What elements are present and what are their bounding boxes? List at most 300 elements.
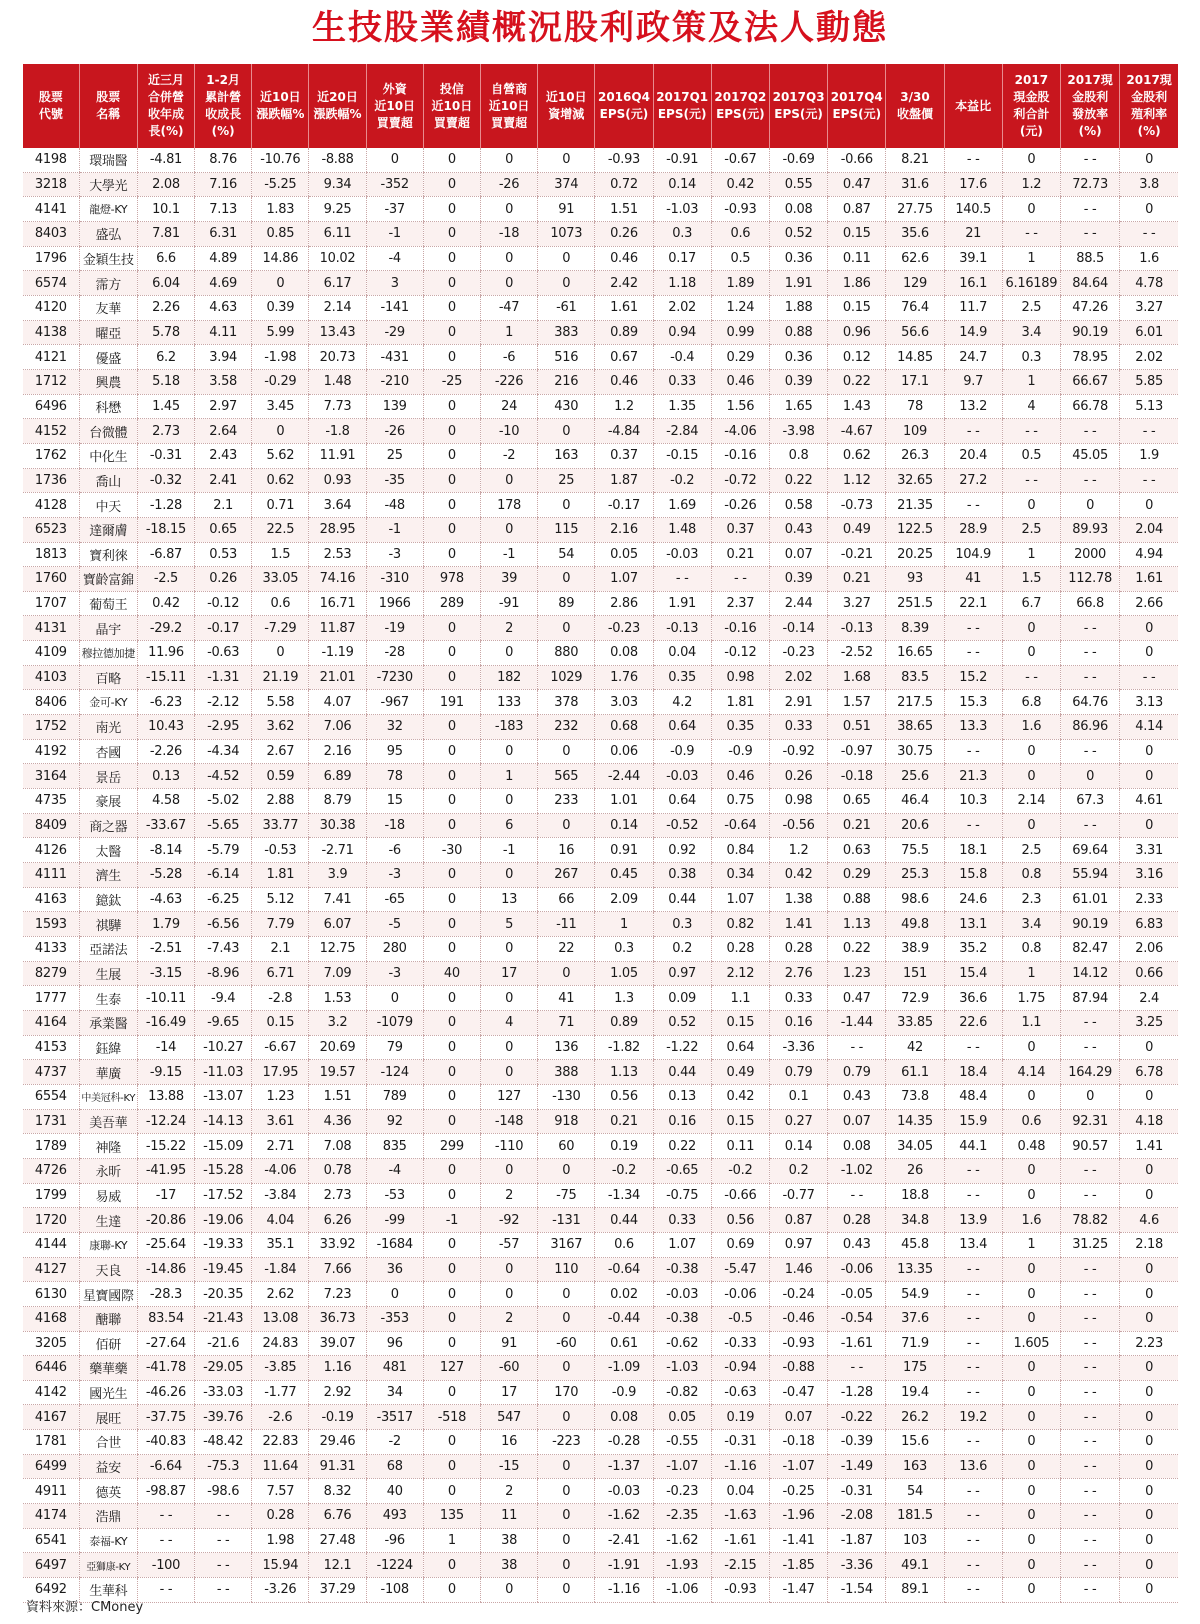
stock-name-cell: 優盛 <box>79 345 137 370</box>
table-cell: 0.39 <box>252 295 309 320</box>
column-header: 2017Q2 EPS(元) <box>711 64 769 148</box>
table-cell: 15.6 <box>886 1430 944 1455</box>
table-cell: 0.15 <box>711 1109 769 1134</box>
table-cell: - - <box>1060 1380 1119 1405</box>
table-cell: 0 <box>423 197 480 222</box>
table-row <box>23 1282 1178 1307</box>
table-cell: 90.57 <box>1060 1134 1119 1159</box>
stock-code-cell: 4121 <box>23 345 79 370</box>
stock-name-cell: 友華 <box>79 295 137 320</box>
table-cell: 0.79 <box>769 1060 827 1085</box>
table-cell: 0.28 <box>711 937 769 962</box>
table-cell: -1.62 <box>595 1504 653 1529</box>
table-cell: 135 <box>423 1504 480 1529</box>
stock-name-cell: 康聯-KY <box>79 1232 137 1257</box>
table-cell: -2.6 <box>252 1405 309 1430</box>
table-cell: 0.15 <box>711 1010 769 1035</box>
table-cell: 2.53 <box>309 542 366 567</box>
table-cell: 104.9 <box>944 542 1002 567</box>
table-cell: 0 <box>480 517 537 542</box>
table-cell: 2.4 <box>1120 986 1178 1011</box>
table-cell: -9.15 <box>137 1060 194 1085</box>
table-cell: 21 <box>944 221 1002 246</box>
table-cell: -1.96 <box>769 1504 827 1529</box>
table-cell: -0.2 <box>595 1158 653 1183</box>
table-cell: 19.2 <box>944 1405 1002 1430</box>
table-cell: 0.05 <box>595 542 653 567</box>
table-cell: 0 <box>480 789 537 814</box>
table-cell: 565 <box>538 764 595 789</box>
table-cell: 6.71 <box>252 961 309 986</box>
table-row <box>23 394 1178 419</box>
table-cell: - - <box>944 493 1002 518</box>
table-cell: 0 <box>1002 493 1060 518</box>
table-cell: -33.03 <box>195 1380 252 1405</box>
table-cell: -26 <box>480 172 537 197</box>
table-cell: -12.24 <box>137 1109 194 1134</box>
table-cell: 2.02 <box>769 665 827 690</box>
table-row <box>23 1479 1178 1504</box>
table-cell: -14 <box>137 1035 194 1060</box>
table-cell: 0 <box>538 1356 595 1381</box>
table-cell: 0.47 <box>828 986 886 1011</box>
table-cell: 6 <box>480 813 537 838</box>
table-cell: -35 <box>366 468 423 493</box>
stock-name-cell: 霈方 <box>79 271 137 296</box>
table-cell: -57 <box>480 1232 537 1257</box>
table-cell: -91 <box>480 591 537 616</box>
table-cell: 16.65 <box>886 641 944 666</box>
table-cell: 20.73 <box>309 345 366 370</box>
table-header-row <box>23 64 1178 148</box>
table-cell: 22.1 <box>944 591 1002 616</box>
table-cell: -431 <box>366 345 423 370</box>
table-cell: 0.19 <box>595 1134 653 1159</box>
table-cell: 0.88 <box>828 887 886 912</box>
table-cell: -0.5 <box>711 1306 769 1331</box>
table-cell: -0.21 <box>828 542 886 567</box>
table-cell: 0.62 <box>828 443 886 468</box>
table-cell: 0.14 <box>769 1134 827 1159</box>
table-cell: 0.48 <box>1002 1134 1060 1159</box>
table-cell: 89.1 <box>886 1578 944 1603</box>
table-cell: -5.79 <box>195 838 252 863</box>
table-cell: 388 <box>538 1060 595 1085</box>
table-cell: 8.32 <box>309 1479 366 1504</box>
table-cell: 4.6 <box>1120 1208 1178 1233</box>
table-cell: -183 <box>480 715 537 740</box>
table-cell: -1 <box>480 542 537 567</box>
table-cell: -4.06 <box>252 1158 309 1183</box>
table-cell: - - <box>1060 1504 1119 1529</box>
table-cell: 1.41 <box>1120 1134 1178 1159</box>
table-cell: 0.04 <box>653 641 711 666</box>
table-cell: 3167 <box>538 1232 595 1257</box>
table-cell: 1.75 <box>1002 986 1060 1011</box>
table-cell: 0.02 <box>595 1282 653 1307</box>
table-cell: 4.58 <box>137 789 194 814</box>
table-cell: 0 <box>1002 1454 1060 1479</box>
table-cell: -0.67 <box>711 148 769 172</box>
table-cell: 0 <box>423 912 480 937</box>
table-cell: 178 <box>480 493 537 518</box>
table-cell: -6 <box>480 345 537 370</box>
table-cell: 0 <box>1120 1356 1178 1381</box>
table-cell: 3.4 <box>1002 320 1060 345</box>
table-cell: -1.02 <box>828 1158 886 1183</box>
stock-code-cell: 1736 <box>23 468 79 493</box>
table-row <box>23 1405 1178 1430</box>
table-cell: 1.86 <box>828 271 886 296</box>
table-cell: -6.67 <box>252 1035 309 1060</box>
table-cell: - - <box>1060 1306 1119 1331</box>
table-cell: 45.05 <box>1060 443 1119 468</box>
table-cell: -0.22 <box>828 1405 886 1430</box>
table-cell: -5 <box>366 912 423 937</box>
table-cell: 18.4 <box>944 1060 1002 1085</box>
table-cell: -3.26 <box>252 1578 309 1603</box>
table-cell: - - <box>828 1035 886 1060</box>
table-cell: 0.91 <box>595 838 653 863</box>
table-cell: -0.23 <box>653 1479 711 1504</box>
table-cell: -37.75 <box>137 1405 194 1430</box>
table-cell: 0.29 <box>828 863 886 888</box>
stock-code-cell: 4127 <box>23 1257 79 1282</box>
table-cell: -4.63 <box>137 887 194 912</box>
table-cell: 0 <box>423 1479 480 1504</box>
table-cell: 87.94 <box>1060 986 1119 1011</box>
table-cell: - - <box>1060 1158 1119 1183</box>
table-cell: -5.25 <box>252 172 309 197</box>
table-row <box>23 1553 1178 1578</box>
table-cell: -0.29 <box>252 369 309 394</box>
table-cell: -16.49 <box>137 1010 194 1035</box>
table-cell: -100 <box>137 1553 194 1578</box>
table-cell: -1.28 <box>828 1380 886 1405</box>
table-cell: 2.33 <box>1120 887 1178 912</box>
stock-code-cell: 8403 <box>23 221 79 246</box>
table-cell: 89 <box>538 591 595 616</box>
table-cell: 0 <box>1120 1405 1178 1430</box>
table-cell: 0.43 <box>769 517 827 542</box>
column-header: 近三月 合併營 收年成 長(%) <box>137 64 194 148</box>
table-cell: 0.09 <box>653 986 711 1011</box>
stock-name-cell: 盛弘 <box>79 221 137 246</box>
table-cell: -0.55 <box>653 1430 711 1455</box>
table-cell: 0 <box>1002 1430 1060 1455</box>
table-cell: - - <box>1060 1282 1119 1307</box>
table-cell: 68 <box>366 1454 423 1479</box>
table-cell: 0 <box>1120 1282 1178 1307</box>
table-cell: -0.93 <box>595 148 653 172</box>
table-cell: -5.47 <box>711 1257 769 1282</box>
stock-code-cell: 6554 <box>23 1084 79 1109</box>
table-row <box>23 1060 1178 1085</box>
table-cell: 1.87 <box>595 468 653 493</box>
table-cell: 1.605 <box>1002 1331 1060 1356</box>
table-cell: -2.12 <box>195 690 252 715</box>
stock-code-cell: 8279 <box>23 961 79 986</box>
table-cell: - - <box>944 1257 1002 1282</box>
table-cell: -0.75 <box>653 1183 711 1208</box>
table-cell: 6.6 <box>137 246 194 271</box>
table-cell: 0 <box>538 1578 595 1603</box>
table-row <box>23 838 1178 863</box>
table-cell: -10.76 <box>252 148 309 172</box>
table-cell: -0.15 <box>653 443 711 468</box>
table-cell: -0.05 <box>828 1282 886 1307</box>
table-cell: 2.5 <box>1002 295 1060 320</box>
table-cell: 0 <box>1002 813 1060 838</box>
table-cell: 2.04 <box>1120 517 1178 542</box>
table-cell: -352 <box>366 172 423 197</box>
table-cell: 0 <box>423 1035 480 1060</box>
table-cell: 0 <box>1002 1405 1060 1430</box>
table-cell: 0.3 <box>1002 345 1060 370</box>
table-cell: 38.9 <box>886 937 944 962</box>
table-cell: 55.94 <box>1060 863 1119 888</box>
table-cell: 0 <box>538 1158 595 1183</box>
table-cell: 2 <box>480 1479 537 1504</box>
table-cell: 127 <box>423 1356 480 1381</box>
table-cell: -0.62 <box>653 1331 711 1356</box>
table-cell: 4 <box>1002 394 1060 419</box>
table-cell: 69.64 <box>1060 838 1119 863</box>
table-cell: 44.1 <box>944 1134 1002 1159</box>
table-cell: 0.99 <box>711 320 769 345</box>
table-cell: 0 <box>423 1454 480 1479</box>
stock-code-cell: 4911 <box>23 1479 79 1504</box>
table-cell: -353 <box>366 1306 423 1331</box>
table-cell: 0.49 <box>828 517 886 542</box>
table-cell: 2.92 <box>309 1380 366 1405</box>
stock-name-cell: 易威 <box>79 1183 137 1208</box>
table-cell: 0.22 <box>828 369 886 394</box>
table-row <box>23 1109 1178 1134</box>
table-cell: -25 <box>423 369 480 394</box>
table-cell: 1.81 <box>711 690 769 715</box>
table-cell: 110 <box>538 1257 595 1282</box>
table-cell: -37 <box>366 197 423 222</box>
table-cell: 0 <box>538 148 595 172</box>
table-cell: -4.06 <box>711 419 769 444</box>
table-row <box>23 1578 1178 1603</box>
table-cell: 481 <box>366 1356 423 1381</box>
table-cell: -8.88 <box>309 148 366 172</box>
table-cell: 0 <box>1120 1430 1178 1455</box>
table-cell: 0 <box>423 345 480 370</box>
table-cell: 0.8 <box>1002 937 1060 962</box>
table-cell: -0.4 <box>653 345 711 370</box>
table-cell: 0 <box>480 986 537 1011</box>
stock-code-cell: 1760 <box>23 567 79 592</box>
table-cell: 2 <box>480 616 537 641</box>
table-cell: 0 <box>1060 1084 1119 1109</box>
table-cell: -2.35 <box>653 1504 711 1529</box>
table-cell: - - <box>1002 221 1060 246</box>
table-cell: 72.73 <box>1060 172 1119 197</box>
table-cell: -2 <box>366 1430 423 1455</box>
table-cell: 1 <box>1002 1232 1060 1257</box>
table-cell: 0.98 <box>769 789 827 814</box>
table-cell: 4.04 <box>252 1208 309 1233</box>
table-row <box>23 616 1178 641</box>
stock-name-cell: 國光生 <box>79 1380 137 1405</box>
table-cell: 0 <box>423 1257 480 1282</box>
table-row <box>23 246 1178 271</box>
table-cell: 0.13 <box>653 1084 711 1109</box>
table-cell: 0 <box>423 665 480 690</box>
table-cell: 15.4 <box>944 961 1002 986</box>
stock-name-cell: 亞獅康-KY <box>79 1553 137 1578</box>
table-cell: 0 <box>423 1282 480 1307</box>
table-cell: - - <box>1060 419 1119 444</box>
table-cell: 6.07 <box>309 912 366 937</box>
table-cell: 0.06 <box>595 739 653 764</box>
table-cell: 32.65 <box>886 468 944 493</box>
table-cell: 3.8 <box>1120 172 1178 197</box>
table-cell: 103 <box>886 1528 944 1553</box>
table-cell: -75 <box>538 1183 595 1208</box>
table-cell: 0.82 <box>711 912 769 937</box>
table-cell: 6.78 <box>1120 1060 1178 1085</box>
table-cell: -1.07 <box>653 1454 711 1479</box>
table-cell: - - <box>944 1528 1002 1553</box>
table-cell: 0 <box>480 1035 537 1060</box>
table-cell: 0 <box>1002 1479 1060 1504</box>
table-cell: 4.11 <box>195 320 252 345</box>
table-cell: 2.26 <box>137 295 194 320</box>
stock-code-cell: 6497 <box>23 1553 79 1578</box>
stock-name-cell: 中天 <box>79 493 137 518</box>
table-cell: 14.85 <box>886 345 944 370</box>
table-cell: 0 <box>423 1109 480 1134</box>
table-cell: 374 <box>538 172 595 197</box>
table-cell: -14.86 <box>137 1257 194 1282</box>
table-cell: 0 <box>1002 1356 1060 1381</box>
table-cell: 2.37 <box>711 591 769 616</box>
stock-name-cell: 金可-KY <box>79 690 137 715</box>
table-cell: -1.03 <box>653 1356 711 1381</box>
table-cell: 0 <box>1120 1257 1178 1282</box>
table-cell: -0.82 <box>653 1380 711 1405</box>
table-cell: 0 <box>423 739 480 764</box>
table-row <box>23 271 1178 296</box>
table-cell: -19.33 <box>195 1232 252 1257</box>
table-cell: 0.89 <box>595 320 653 345</box>
table-cell: 9.25 <box>309 197 366 222</box>
table-cell: - - <box>1060 1405 1119 1430</box>
table-cell: 37.29 <box>309 1578 366 1603</box>
table-cell: 0 <box>538 1504 595 1529</box>
stock-code-cell: 4141 <box>23 197 79 222</box>
table-cell: 1.89 <box>711 271 769 296</box>
table-cell: 1 <box>595 912 653 937</box>
table-cell: -17.52 <box>195 1183 252 1208</box>
table-cell: 41 <box>538 986 595 1011</box>
table-cell: 0 <box>423 1084 480 1109</box>
table-cell: 0 <box>423 221 480 246</box>
table-cell: 98.6 <box>886 887 944 912</box>
table-cell: 0.14 <box>595 813 653 838</box>
table-cell: -0.32 <box>137 468 194 493</box>
table-cell: 0 <box>480 271 537 296</box>
stock-code-cell: 6446 <box>23 1356 79 1381</box>
table-cell: 140.5 <box>944 197 1002 222</box>
table-row <box>23 764 1178 789</box>
table-cell: -0.12 <box>195 591 252 616</box>
table-cell: 978 <box>423 567 480 592</box>
table-cell: 0 <box>1120 1479 1178 1504</box>
table-cell: 0 <box>538 1306 595 1331</box>
table-cell: 82.47 <box>1060 937 1119 962</box>
table-cell: 1.88 <box>769 295 827 320</box>
stock-code-cell: 1789 <box>23 1134 79 1159</box>
table-cell: 0 <box>423 1380 480 1405</box>
table-cell: -75.3 <box>195 1454 252 1479</box>
table-cell: 2.09 <box>595 887 653 912</box>
table-cell: 0.97 <box>653 961 711 986</box>
table-cell: - - <box>1120 468 1178 493</box>
table-cell: 0 <box>480 1158 537 1183</box>
table-cell: 17.95 <box>252 1060 309 1085</box>
table-cell: 7.73 <box>309 394 366 419</box>
table-cell: 0 <box>538 1553 595 1578</box>
table-cell: -2.52 <box>828 641 886 666</box>
table-cell: 2.73 <box>309 1183 366 1208</box>
table-cell: -15.28 <box>195 1158 252 1183</box>
table-cell: 0.36 <box>769 345 827 370</box>
table-cell: 66.8 <box>1060 591 1119 616</box>
table-cell: 0 <box>252 271 309 296</box>
table-cell: 0.93 <box>309 468 366 493</box>
table-cell: 92 <box>366 1109 423 1134</box>
stock-name-cell: 濟生 <box>79 863 137 888</box>
table-cell: 2.91 <box>769 690 827 715</box>
table-cell: -1.82 <box>595 1035 653 1060</box>
table-cell: 0.75 <box>711 789 769 814</box>
table-cell: 4.61 <box>1120 789 1178 814</box>
table-cell: 880 <box>538 641 595 666</box>
table-cell: 83.54 <box>137 1306 194 1331</box>
table-cell: 20.25 <box>886 542 944 567</box>
table-cell: 3 <box>366 271 423 296</box>
table-cell: 5 <box>480 912 537 937</box>
table-cell: - - <box>1060 148 1119 172</box>
table-cell: -1.61 <box>828 1331 886 1356</box>
table-cell: 1.6 <box>1002 1208 1060 1233</box>
table-cell: 0 <box>1120 813 1178 838</box>
table-cell: 0 <box>1002 739 1060 764</box>
table-cell: 79 <box>366 1035 423 1060</box>
table-cell: 11.7 <box>944 295 1002 320</box>
table-cell: -0.14 <box>769 616 827 641</box>
table-cell: 10.02 <box>309 246 366 271</box>
table-cell: 0.8 <box>1002 863 1060 888</box>
table-cell: 0 <box>423 887 480 912</box>
table-cell: 5.78 <box>137 320 194 345</box>
table-cell: 0 <box>1002 1528 1060 1553</box>
table-cell: 21.3 <box>944 764 1002 789</box>
table-cell: 0 <box>1120 764 1178 789</box>
table-cell: -0.38 <box>653 1306 711 1331</box>
table-cell: 299 <box>423 1134 480 1159</box>
table-cell: -0.31 <box>828 1479 886 1504</box>
table-cell: 67.3 <box>1060 789 1119 814</box>
table-row <box>23 1306 1178 1331</box>
table-cell: 217.5 <box>886 690 944 715</box>
table-cell: 0.28 <box>769 937 827 962</box>
